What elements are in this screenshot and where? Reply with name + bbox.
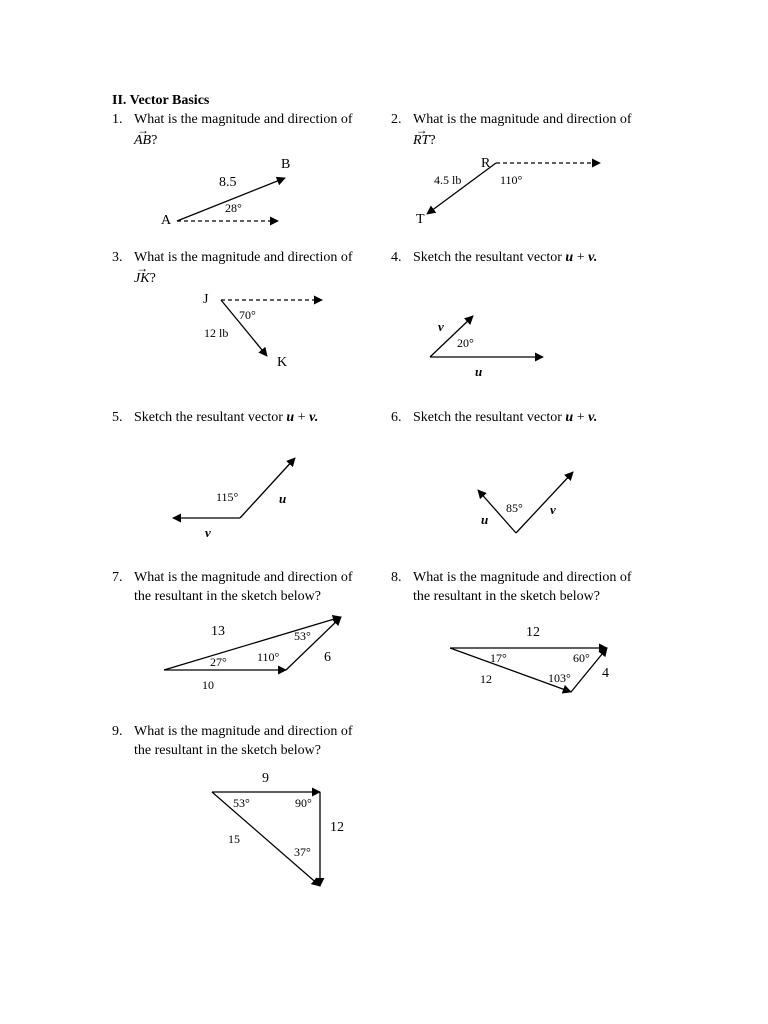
question-number: 5. <box>112 410 123 425</box>
expr-end: . <box>593 410 598 425</box>
expr-v: v <box>588 410 594 425</box>
question-text: What is the magnitude and direction of <box>413 112 632 127</box>
side-top-label: 12 <box>526 625 540 640</box>
expr-v: v <box>309 410 315 425</box>
question-suffix: ? <box>429 133 436 148</box>
point-label-a: A <box>161 213 172 228</box>
point-label-k: K <box>277 355 288 370</box>
question-number: 2. <box>391 112 402 127</box>
figure-5 <box>173 458 295 540</box>
question-suffix: ? <box>151 133 158 148</box>
question-text: Sketch the resultant vector <box>134 410 283 425</box>
vector-u-arrow <box>240 458 295 518</box>
angle-bottom-label: 103° <box>548 671 571 685</box>
figure-1 <box>161 157 290 228</box>
angle-right-label: 90° <box>295 796 312 810</box>
angle-left-label: 17° <box>490 651 507 665</box>
expr-u: u <box>565 410 574 425</box>
question-text: What is the magnitude and direction of <box>413 570 632 585</box>
question-text: What is the magnitude and direction of <box>134 570 353 585</box>
expr-end: . <box>593 250 598 265</box>
side-right-label: 6 <box>324 650 331 665</box>
magnitude-label: 4.5 lb <box>434 173 462 187</box>
question-text: What is the magnitude and direction of <box>134 250 353 265</box>
question-number: 7. <box>112 570 123 585</box>
vector-symbol: → AB <box>134 132 151 150</box>
vector-v-label: v <box>438 319 444 334</box>
angle-label: 20° <box>457 336 474 350</box>
vector-v-label: v <box>205 525 211 540</box>
figure-8 <box>450 625 609 692</box>
question-text: What is the magnitude and direction of <box>134 112 353 127</box>
question-number: 8. <box>391 570 402 585</box>
side-hyp-label: 15 <box>228 832 240 846</box>
question-text-2: the resultant in the sketch below? <box>134 743 321 758</box>
side-12-arrow <box>450 648 571 692</box>
angle-mid-label: 110° <box>257 650 280 664</box>
expr-plus: + <box>294 410 310 425</box>
question-text: Sketch the resultant vector <box>413 250 562 265</box>
vector-symbol: → RT <box>413 132 429 150</box>
angle-label: 28° <box>225 201 242 215</box>
question-number: 9. <box>112 724 123 739</box>
angle-label: 85° <box>506 501 523 515</box>
side-left-label: 12 <box>480 672 492 686</box>
question-suffix: ? <box>149 271 156 286</box>
expr-u: u <box>286 410 295 425</box>
question-text-2: the resultant in the sketch below? <box>134 589 321 604</box>
vector-u-label: u <box>475 364 483 379</box>
expr-u: u <box>565 250 574 265</box>
magnitude-label: 12 lb <box>204 326 229 340</box>
vector-symbol: → JK <box>134 270 150 288</box>
angle-bottom-label: 37° <box>294 845 311 859</box>
figure-4 <box>430 316 543 379</box>
expr-v: v <box>588 250 594 265</box>
question-text-2: the resultant in the sketch below? <box>413 589 600 604</box>
question-number: 6. <box>391 410 402 425</box>
question-text: What is the magnitude and direction of <box>134 724 353 739</box>
resultant-13-arrow <box>164 617 341 670</box>
side-top-label: 13 <box>211 624 225 639</box>
angle-label: 110° <box>500 173 523 187</box>
point-label-b: B <box>281 157 291 172</box>
vector-v-label: v <box>550 502 556 517</box>
section-title: II. Vector Basics <box>112 93 210 108</box>
side-bottom-label: 10 <box>202 678 214 692</box>
side-right-label: 12 <box>330 820 344 835</box>
side-top-label: 9 <box>262 771 269 786</box>
vector-u-label: u <box>481 512 489 527</box>
point-label-r: R <box>481 156 491 171</box>
figure-3 <box>203 292 322 370</box>
magnitude-label: 8.5 <box>219 175 237 190</box>
vector-v-arrow <box>516 472 573 533</box>
angle-label: 70° <box>239 308 256 322</box>
angle-left-label: 27° <box>210 655 227 669</box>
angle-top-label: 53° <box>294 629 311 643</box>
point-label-t: T <box>416 212 425 227</box>
figure-6 <box>478 472 573 533</box>
expr-end: . <box>314 410 319 425</box>
vector-u-label: u <box>279 491 287 506</box>
question-number: 1. <box>112 112 123 127</box>
question-text: Sketch the resultant vector <box>413 410 562 425</box>
figure-9 <box>212 771 344 886</box>
point-label-j: J <box>203 292 209 307</box>
question-number: 3. <box>112 250 123 265</box>
expr-plus: + <box>573 250 589 265</box>
angle-left-label: 53° <box>233 796 250 810</box>
figure-2 <box>416 156 600 227</box>
question-number: 4. <box>391 250 402 265</box>
side-right-label: 4 <box>602 666 609 681</box>
angle-label: 115° <box>216 490 239 504</box>
figure-7 <box>164 617 341 692</box>
expr-plus: + <box>573 410 589 425</box>
angle-right-label: 60° <box>573 651 590 665</box>
